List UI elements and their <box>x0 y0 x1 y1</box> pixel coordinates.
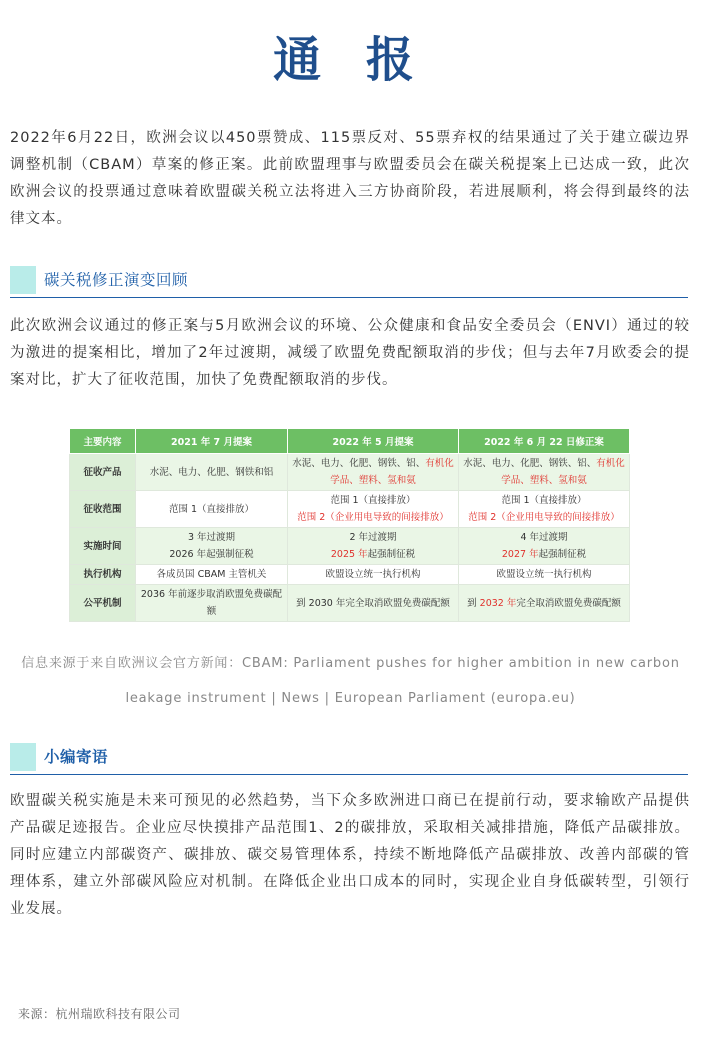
editor-note-paragraph: 欧盟碳关税实施是未来可预见的必然趋势，当下众多欧洲进口商已在提前行动，要求输欧产品提供产品碳足迹报告。企业应尽快摸排产品范围1、2的碳排放，采取相关减排措施，降低产品碳排放。同时应建立内部碳资产、碳排放、碳交易管理体系，持续不断地降低产品碳排放、改善内部碳的管理体系，建立外部碳风险应对机制。在降低企业出口成本的同时，实现企业自身低碳转型，引领行业发展。 <box>10 793 690 917</box>
table-cell: 各成员国 CBAM 主管机关 <box>136 565 288 585</box>
table-cell: 水泥、电力、化肥、钢铁、铝、有机化学品、塑料、氢和氨 <box>459 454 630 491</box>
table-header-row <box>70 429 630 454</box>
section-accent-bar <box>10 266 36 294</box>
source-caption-line-1: 信息来源于来自欧洲议会官方新闻：CBAM: Parliament pushes for higher ambition in new carbon <box>21 656 680 671</box>
table-header-cell: 2021 年 7 月提案 <box>136 429 288 454</box>
table-cell: 范围 1（直接排放） 范围 2（企业用电导致的间接排放） <box>288 491 459 528</box>
table-cell: 4 年过渡期 2027 年起强制征税 <box>459 528 630 565</box>
table-row <box>70 454 630 491</box>
section-header-amendment-review <box>10 263 688 298</box>
section-accent-bar <box>10 743 36 771</box>
section-title: 小编寄语 <box>44 748 109 766</box>
table-cell: 水泥、电力、化肥、钢铁、铝、有机化学品、塑料、氢和氨 <box>288 454 459 491</box>
row-label: 征收产品 <box>70 454 136 491</box>
table-header-cell: 2022 年 5 月提案 <box>288 429 459 454</box>
table-cell: 2 年过渡期 2025 年起强制征税 <box>288 528 459 565</box>
table-row <box>70 565 630 585</box>
table-cell: 欧盟设立统一执行机构 <box>288 565 459 585</box>
table-row <box>70 585 630 622</box>
section-title: 碳关税修正演变回顾 <box>44 271 189 289</box>
row-label: 公平机制 <box>70 585 136 622</box>
row-label: 征收范围 <box>70 491 136 528</box>
comparison-table <box>69 428 630 622</box>
section-header-editor-note <box>10 740 688 775</box>
row-label: 执行机构 <box>70 565 136 585</box>
table-cell: 到 2032 年完全取消欧盟免费碳配额 <box>459 585 630 622</box>
table-cell: 3 年过渡期 2026 年起强制征税 <box>136 528 288 565</box>
intro-paragraph: 2022年6月22日，欧洲会议以450票赞成、115票反对、55票弃权的结果通过了关于建立碳边界调整机制（CBAM）草案的修正案。此前欧盟理事与欧盟委员会在碳关税提案上已达成一致，此次欧洲会议的投票通过意味着欧盟碳关税立法将进入三方协商阶段，若进展顺利，将会得到最终的法律文本。 <box>10 130 690 227</box>
table-cell: 2036 年前逐步取消欧盟免费碳配额 <box>136 585 288 622</box>
table-header-cell: 主要内容 <box>70 429 136 454</box>
source-caption-line-2: leakage instrument | News | European Parliament (europa.eu) <box>125 691 576 706</box>
row-label: 实施时间 <box>70 528 136 565</box>
table-header-cell: 2022 年 6 月 22 日修正案 <box>459 429 630 454</box>
table-cell: 水泥、电力、化肥、钢铁和铝 <box>136 454 288 491</box>
table-cell: 欧盟设立统一执行机构 <box>459 565 630 585</box>
comparison-table-image <box>69 428 629 625</box>
source-credit: 来源：杭州瑞欧科技有限公司 <box>18 1007 181 1021</box>
page-title: 通 报 <box>273 32 428 88</box>
amendment-paragraph: 此次欧洲会议通过的修正案与5月欧洲会议的环境、公众健康和食品安全委员会（ENVI）通过的较为激进的提案相比，增加了2年过渡期，减缓了欧盟免费配额取消的步伐；但与去年7月欧委会的提案对比，扩大了征收范围，加快了免费配额取消的步伐。 <box>10 318 690 388</box>
table-cell: 范围 1（直接排放） 范围 2（企业用电导致的间接排放） <box>459 491 630 528</box>
table-row <box>70 491 630 528</box>
table-cell: 范围 1（直接排放） <box>136 491 288 528</box>
table-row <box>70 528 630 565</box>
table-cell: 到 2030 年完全取消欧盟免费碳配额 <box>288 585 459 622</box>
